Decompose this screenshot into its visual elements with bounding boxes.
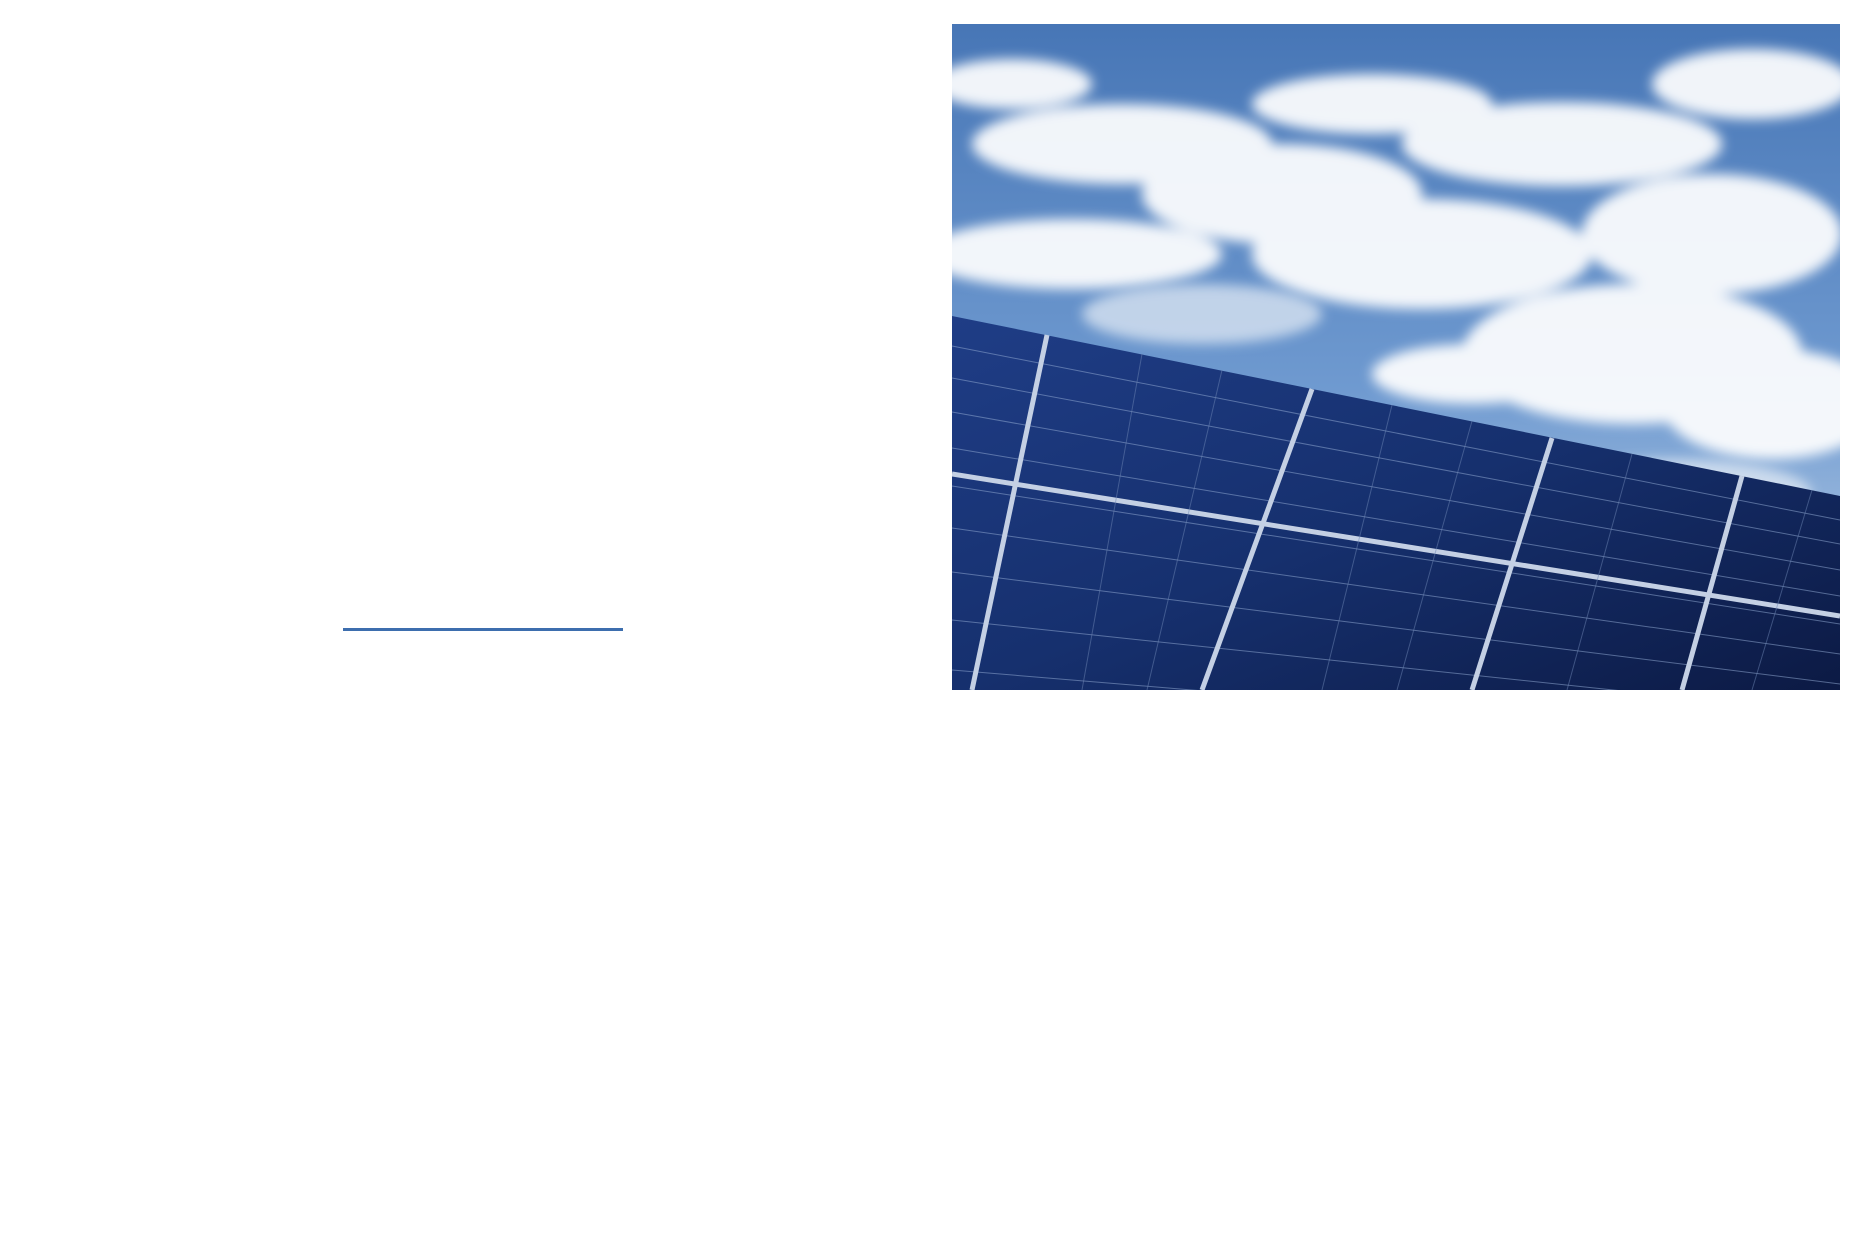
- letter-2-continued: [952, 740, 1235, 762]
- text-column-3: [648, 164, 932, 190]
- reader-info-box: [343, 628, 623, 637]
- text-column-4: [952, 740, 1235, 788]
- solar-panel-photo: [952, 24, 1840, 690]
